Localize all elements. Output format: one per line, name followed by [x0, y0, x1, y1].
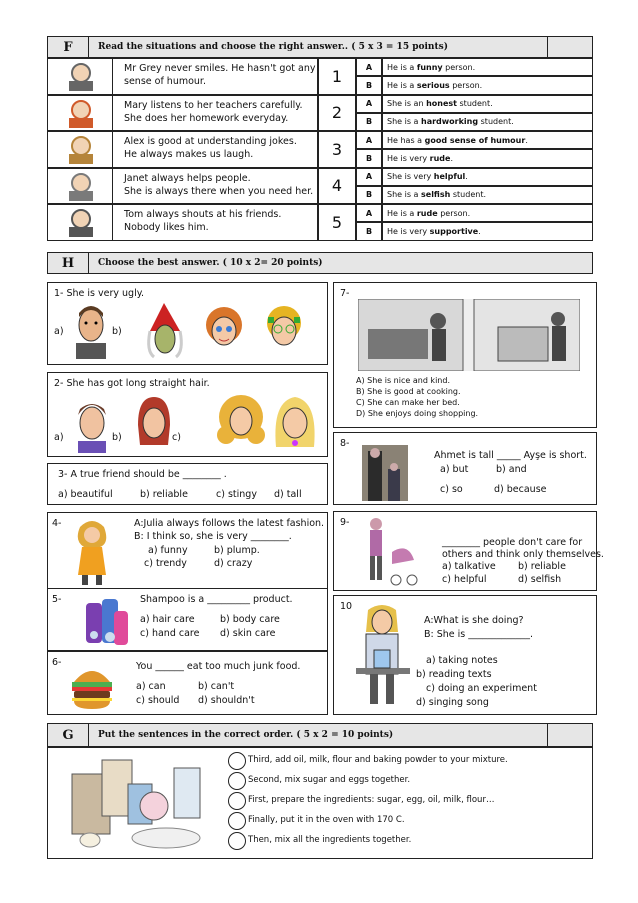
- fashion-girl-image: [70, 517, 116, 585]
- situation-line-2: She does her homework everyday.: [124, 112, 289, 124]
- option-letter: B: [365, 226, 373, 236]
- question-text: 2- She has got long straight hair.: [54, 378, 210, 389]
- option-a[interactable]: a) can: [136, 681, 166, 692]
- answer-a-text: [387, 209, 470, 218]
- question-number: 9-: [340, 517, 350, 528]
- answer-pre: She is very: [387, 172, 434, 182]
- answer-pre: He is a: [387, 80, 417, 90]
- answer-pre: She is an: [387, 99, 427, 109]
- option-a-label[interactable]: a): [54, 432, 64, 443]
- situation-line-2: Nobody likes him.: [124, 222, 209, 233]
- situation-line-2: She is always there when you need her.: [124, 185, 314, 197]
- question-6: [47, 651, 328, 715]
- question-number: 8-: [340, 438, 350, 449]
- sentence-text: First, prepare the ingredients: sugar, egg, oil, milk, flour…: [248, 795, 495, 805]
- question-number: 10: [340, 601, 353, 612]
- sentence-text: Then, mix all the ingredients together.: [248, 835, 412, 845]
- situation-picture-icon: [56, 98, 106, 128]
- option-b-label[interactable]: b): [112, 432, 122, 443]
- order-circle[interactable]: [228, 812, 246, 830]
- option-a-label[interactable]: a): [54, 326, 64, 337]
- option-b-cell[interactable]: [356, 149, 382, 167]
- option-a[interactable]: a) beautiful: [58, 489, 113, 500]
- section-title: Read the situations and choose the right answer.. ( 5 x 3 = 15 points): [98, 42, 448, 52]
- question-text: Shampoo is a _________ product.: [140, 594, 293, 605]
- answer-post: .: [450, 153, 453, 163]
- situation-picture-icon: [56, 61, 106, 91]
- option-letter: B: [365, 117, 373, 127]
- order-circle[interactable]: [228, 772, 246, 790]
- man-and-pram-image: [362, 516, 418, 588]
- dialogue-line-a: A:What is she doing?: [424, 615, 524, 626]
- option-b[interactable]: B) She is good at cooking.: [356, 387, 461, 396]
- answer-b-text: [387, 190, 486, 199]
- question-5: [47, 588, 328, 651]
- redhead-face-image: [134, 395, 174, 453]
- question-3: [47, 463, 328, 505]
- option-d[interactable]: D) She enjoys doing shopping.: [356, 409, 479, 418]
- answer-b-cell[interactable]: [382, 149, 593, 167]
- question-line-2: others and think only themselves.: [442, 549, 604, 560]
- answer-pre: He is very: [387, 153, 430, 163]
- answer-a-text: [387, 172, 468, 181]
- answer-b-cell[interactable]: [382, 222, 593, 240]
- section-f-header: [47, 36, 593, 58]
- answer-pre: She is a: [387, 117, 421, 127]
- tall-short-people-photo: [362, 445, 408, 501]
- option-a[interactable]: a) funny: [148, 545, 188, 556]
- option-d[interactable]: d) skin care: [220, 628, 276, 639]
- option-d[interactable]: d) because: [494, 484, 547, 495]
- option-c[interactable]: c) doing an experiment: [426, 683, 537, 694]
- answer-keyword: good sense of humour: [424, 135, 526, 145]
- answer-a-cell[interactable]: [382, 204, 593, 222]
- option-b[interactable]: b) reliable: [518, 561, 566, 572]
- option-letter: A: [365, 135, 373, 145]
- situation-picture-icon: [56, 207, 106, 237]
- blonde-straight-image: [270, 391, 320, 453]
- answer-b-cell[interactable]: [382, 186, 593, 204]
- man-face-image: [72, 301, 110, 359]
- answer-pre: He is very: [387, 226, 430, 236]
- option-a-cell[interactable]: [356, 204, 382, 222]
- question-number: 7-: [340, 288, 350, 299]
- answer-b-text: [387, 81, 482, 90]
- option-b-cell[interactable]: [356, 222, 382, 240]
- option-d[interactable]: d) singing song: [416, 697, 489, 708]
- number-cell: [318, 168, 356, 205]
- option-b-cell[interactable]: [356, 186, 382, 204]
- option-a-cell[interactable]: [356, 58, 382, 76]
- sentence-text: Third, add oil, milk, flour and baking powder to your mixture.: [248, 755, 508, 765]
- option-letter: A: [365, 62, 373, 72]
- section-g-header: [47, 723, 593, 747]
- option-c-label[interactable]: c): [172, 432, 181, 443]
- option-b[interactable]: b) plump.: [214, 545, 260, 556]
- option-letter: B: [365, 190, 373, 200]
- answer-keyword: supportive: [429, 226, 479, 236]
- option-d[interactable]: d) tall: [274, 489, 302, 500]
- option-b-label[interactable]: b): [112, 326, 122, 337]
- option-c[interactable]: c) hand care: [140, 628, 200, 639]
- answer-a-cell[interactable]: [382, 131, 593, 149]
- answer-keyword: rude: [416, 208, 438, 218]
- option-b[interactable]: b) and: [496, 464, 527, 475]
- answer-post: .: [478, 226, 481, 236]
- situation-line-2: sense of humour.: [124, 76, 206, 87]
- sentence-text: Finally, put it in the oven with 170 C.: [248, 815, 405, 825]
- option-a-cell[interactable]: [356, 95, 382, 113]
- option-letter: B: [365, 153, 373, 163]
- sentence-text: Second, mix sugar and eggs together.: [248, 775, 411, 785]
- question-9: [333, 511, 604, 591]
- answer-keyword: serious: [416, 80, 450, 90]
- number-cell: [318, 131, 356, 168]
- question-line-1: ________ people don't care for: [442, 537, 583, 548]
- situation-number: 3: [331, 139, 343, 159]
- option-letter: B: [365, 80, 373, 90]
- question-10: [333, 595, 597, 715]
- question-text: Ahmet is tall _____ Ayşe is short.: [434, 450, 587, 461]
- option-b-cell[interactable]: [356, 76, 382, 94]
- question-2: [47, 372, 328, 457]
- situation-number: 4: [331, 176, 343, 196]
- option-c[interactable]: c) should: [136, 695, 180, 706]
- situation-line-1: Mary listens to her teachers carefully.: [124, 99, 303, 111]
- option-c[interactable]: c) helpful: [442, 574, 487, 585]
- option-b[interactable]: b) can't: [198, 681, 235, 692]
- answer-post: person.: [442, 62, 476, 72]
- option-d[interactable]: d) crazy: [214, 558, 253, 569]
- dialogue-line-b: B: She is _____________.: [424, 629, 534, 640]
- situation-picture-icon: [56, 134, 106, 164]
- answer-keyword: rude: [429, 153, 451, 163]
- situation-number: 2: [331, 103, 343, 123]
- answer-post: student.: [456, 99, 493, 109]
- option-c[interactable]: c) so: [440, 484, 463, 495]
- situation-line-1: Janet always helps people.: [124, 172, 251, 184]
- section-title: Put the sentences in the correct order. ( 5 x 2 = 10 points): [98, 730, 394, 740]
- section-letter: H: [48, 253, 89, 273]
- section-letter: G: [48, 724, 89, 746]
- option-c[interactable]: c) stingy: [216, 489, 257, 500]
- question-number: 6-: [52, 657, 62, 668]
- situation-line-1: Mr Grey never smiles. He hasn't got any: [124, 63, 316, 74]
- option-c[interactable]: C) She can make her bed.: [356, 398, 460, 407]
- answer-keyword: selfish: [421, 190, 451, 200]
- option-letter: A: [365, 208, 373, 218]
- answer-a-cell[interactable]: [382, 95, 593, 113]
- answer-pre: He is a: [387, 62, 417, 72]
- question-text: You ______ eat too much junk food.: [136, 661, 301, 672]
- question-number: 5-: [52, 594, 62, 605]
- baking-ingredients-image: [66, 754, 216, 852]
- question-text: 1- She is very ugly.: [54, 288, 145, 299]
- answer-a-cell[interactable]: [382, 58, 593, 76]
- number-cell: [318, 204, 356, 241]
- option-b[interactable]: b) reading texts: [416, 669, 492, 680]
- shampoo-bottles-image: [84, 595, 130, 647]
- answer-keyword: hardworking: [421, 117, 479, 127]
- answer-pre: She is a: [387, 190, 421, 200]
- section-letter: F: [48, 37, 89, 57]
- section-h-header: [47, 252, 593, 274]
- answer-post: .: [525, 135, 528, 145]
- situation-line-1: Tom always shouts at his friends.: [124, 209, 282, 220]
- order-circle[interactable]: [228, 752, 246, 770]
- kitchen-scene-image: [358, 299, 580, 371]
- situation-number: 5: [331, 212, 343, 232]
- answer-a-text: [387, 136, 528, 145]
- option-a[interactable]: a) taking notes: [426, 655, 498, 666]
- answer-b-cell[interactable]: [382, 113, 593, 131]
- situation-line-2: He always makes us laugh.: [124, 149, 254, 160]
- situation-line-1: Alex is good at understanding jokes.: [124, 136, 297, 147]
- curly-hair-image: [216, 391, 266, 453]
- option-letter: A: [365, 99, 373, 109]
- boy-face-image: [72, 395, 112, 453]
- answer-keyword: funny: [416, 62, 443, 72]
- option-a-cell[interactable]: [356, 168, 382, 186]
- option-b[interactable]: b) body care: [220, 614, 280, 625]
- girl-experiment-image: [352, 602, 414, 710]
- option-d[interactable]: d) shouldn't: [198, 695, 255, 706]
- situation-picture-icon: [56, 171, 106, 201]
- answer-b-text: [387, 154, 453, 163]
- option-a-cell[interactable]: [356, 131, 382, 149]
- section-title: Choose the best answer. ( 10 x 2= 20 points): [98, 258, 323, 268]
- number-cell: [318, 58, 356, 95]
- question-4: [47, 512, 328, 589]
- option-b[interactable]: b) reliable: [140, 489, 188, 500]
- dialogue-line-b: B: I think so, she is very ________.: [134, 531, 292, 542]
- answer-keyword: honest: [426, 99, 457, 109]
- girl-face-image: [203, 303, 245, 359]
- option-letter: A: [365, 172, 373, 182]
- question-text: 3- A true friend should be ________ .: [58, 469, 227, 480]
- option-a[interactable]: a) talkative: [442, 561, 496, 572]
- order-circle[interactable]: [228, 832, 246, 850]
- answer-keyword: helpful: [433, 172, 466, 182]
- option-d[interactable]: d) selfish: [518, 574, 562, 585]
- answer-post: .: [465, 172, 468, 182]
- hamburger-image: [70, 662, 114, 710]
- answer-post: student.: [450, 190, 486, 200]
- dialogue-line-a: A:Julia always follows the latest fashion.: [134, 518, 325, 529]
- witch-image: [144, 301, 186, 359]
- option-a[interactable]: A) She is nice and kind.: [356, 376, 450, 385]
- answer-pre: He has a: [387, 135, 425, 145]
- answer-b-cell[interactable]: [382, 76, 593, 94]
- question-1: [47, 282, 328, 365]
- answer-a-text: [387, 99, 493, 108]
- number-cell: [318, 95, 356, 132]
- option-b-cell[interactable]: [356, 113, 382, 131]
- question-number: 4-: [52, 518, 62, 529]
- situation-number: 1: [331, 66, 343, 86]
- question-7: [333, 282, 597, 428]
- option-a[interactable]: a) but: [440, 464, 469, 475]
- answer-a-text: [387, 63, 475, 72]
- answer-post: person.: [437, 208, 471, 218]
- answer-b-text: [387, 117, 514, 126]
- option-c[interactable]: c) trendy: [144, 558, 187, 569]
- section-g-body: [47, 747, 593, 859]
- answer-a-cell[interactable]: [382, 168, 593, 186]
- answer-pre: He is a: [387, 208, 417, 218]
- girl-glasses-image: [262, 303, 306, 359]
- answer-post: student.: [478, 117, 514, 127]
- option-a[interactable]: a) hair care: [140, 614, 195, 625]
- question-8: [333, 432, 597, 505]
- answer-b-text: [387, 227, 481, 236]
- order-circle[interactable]: [228, 792, 246, 810]
- answer-post: person.: [449, 80, 483, 90]
